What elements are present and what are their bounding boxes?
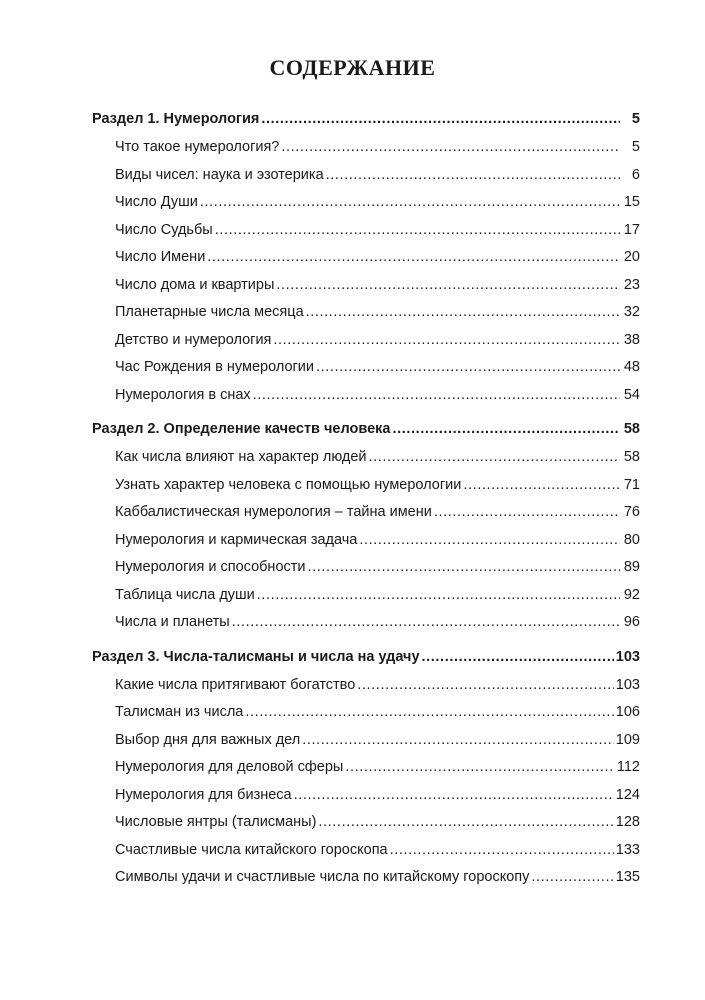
toc-leader-dots [261, 105, 620, 134]
toc-entry[interactable] [92, 782, 640, 810]
toc-section-3 [92, 643, 640, 892]
toc-page-number: 20 [623, 249, 640, 265]
toc-leader-dots [232, 609, 620, 637]
toc-entry[interactable] [92, 244, 640, 272]
toc-entry[interactable] [92, 754, 640, 782]
toc-leader-dots [390, 837, 614, 865]
toc-leader-dots [276, 272, 620, 300]
toc-page-number: 103 [615, 676, 640, 693]
page-title: СОДЕРЖАНИЕ [269, 55, 436, 80]
toc-entry-label: Нумерология и способности [115, 559, 306, 575]
toc-leader-dots [434, 499, 620, 527]
toc-leader-dots [369, 444, 620, 472]
toc-leader-dots [308, 554, 621, 582]
toc-page-number: 48 [623, 359, 640, 375]
toc-page-number: 96 [623, 614, 640, 630]
toc-entry[interactable] [92, 672, 640, 700]
toc-page-number: 124 [615, 786, 640, 803]
toc-page-number: 5 [631, 139, 640, 155]
toc-page-number: 133 [615, 841, 640, 858]
toc-entry[interactable] [92, 299, 640, 327]
toc-entry-label: Число Имени [115, 249, 206, 265]
toc-page-number: 103 [615, 648, 640, 665]
toc-leader-dots [253, 382, 620, 410]
toc-leader-dots [281, 134, 620, 162]
toc-leader-dots [345, 754, 615, 782]
toc-entry[interactable] [92, 217, 640, 245]
toc-entry[interactable] [92, 554, 640, 582]
toc-leader-dots [245, 699, 613, 727]
toc-page-number: 32 [623, 304, 640, 320]
toc-section-1 [92, 105, 640, 409]
toc-page-number: 112 [616, 759, 640, 775]
toc-page-number: 92 [623, 586, 640, 603]
toc-entry[interactable] [92, 382, 640, 410]
toc-section-heading[interactable] [92, 643, 640, 672]
toc-entry[interactable] [92, 864, 640, 892]
toc-leader-dots [200, 189, 620, 217]
toc-entry[interactable] [92, 582, 640, 610]
toc-entry-label: Детство и нумерология [115, 331, 272, 348]
toc-page-number: 23 [623, 276, 640, 293]
toc-leader-dots [531, 864, 613, 892]
toc-entry[interactable] [92, 609, 640, 637]
toc-entry-label: Число дома и квартиры [115, 276, 275, 293]
toc-entry[interactable] [92, 699, 640, 727]
toc-page-number: 58 [623, 449, 640, 465]
toc-entry[interactable] [92, 809, 640, 837]
table-of-contents [92, 105, 640, 898]
toc-entry-label: Таблица числа души [115, 586, 255, 603]
toc-leader-dots [215, 217, 620, 245]
toc-entry-label: Узнать характер человека с помощью нумерологии [115, 476, 462, 493]
toc-entry[interactable] [92, 499, 640, 527]
toc-leader-dots [316, 354, 620, 382]
toc-leader-dots [357, 672, 614, 700]
toc-entry-label: Нумерология для бизнеса [115, 786, 292, 803]
toc-leader-dots [318, 809, 613, 837]
toc-entry[interactable] [92, 272, 640, 300]
toc-entry[interactable] [92, 134, 640, 162]
toc-entry-label: Счастливые числа китайского гороскопа [115, 841, 388, 858]
toc-page-number: 15 [623, 194, 640, 210]
toc-heading-label: Раздел 1. Нумерология [92, 111, 260, 127]
toc-section-2 [92, 415, 640, 637]
toc-page-number: 135 [615, 869, 640, 885]
toc-entry-label: Как числа влияют на характер людей [115, 449, 367, 465]
toc-entry-label: Число Души [115, 194, 198, 210]
toc-page-number: 71 [623, 476, 640, 493]
toc-entry-label: Час Рождения в нумерологии [115, 359, 314, 375]
toc-entry-label: Виды чисел: наука и эзотерика [115, 166, 324, 183]
toc-page-number: 6 [631, 166, 640, 183]
toc-leader-dots [302, 727, 614, 755]
toc-section-heading[interactable] [92, 415, 640, 444]
toc-entry-label: Талисман из числа [115, 704, 244, 720]
toc-page-number: 17 [623, 221, 640, 238]
toc-leader-dots [326, 162, 620, 190]
toc-page-number: 54 [623, 386, 640, 403]
toc-entry[interactable] [92, 354, 640, 382]
toc-entry[interactable] [92, 444, 640, 472]
toc-entry[interactable] [92, 327, 640, 355]
toc-page-number: 109 [615, 731, 640, 748]
toc-entry[interactable] [92, 162, 640, 190]
toc-entry[interactable] [92, 472, 640, 500]
toc-entry-label: Нумерология в снах [115, 386, 251, 403]
toc-page-number: 38 [623, 331, 640, 348]
toc-entry-label: Нумерология для деловой сферы [115, 759, 344, 775]
toc-page-number: 128 [615, 814, 640, 830]
toc-page-number: 76 [623, 504, 640, 520]
toc-entry-label: Каббалистическая нумерология – тайна имени [115, 504, 432, 520]
toc-entry-label: Числа и планеты [115, 614, 230, 630]
toc-entry[interactable] [92, 837, 640, 865]
toc-section-heading[interactable] [92, 105, 640, 134]
toc-entry-label: Число Судьбы [115, 221, 213, 238]
toc-leader-dots [294, 782, 614, 810]
toc-leader-dots [273, 327, 620, 355]
toc-entry-label: Что такое нумерология? [115, 139, 280, 155]
toc-page-number: 89 [623, 559, 640, 575]
toc-leader-dots [392, 415, 620, 444]
toc-entry[interactable] [92, 527, 640, 555]
toc-entry[interactable] [92, 727, 640, 755]
toc-entry-label: Нумерология и кармическая задача [115, 531, 358, 548]
toc-leader-dots [463, 472, 620, 500]
toc-leader-dots [207, 244, 620, 272]
toc-page-number: 58 [623, 421, 640, 437]
toc-leader-dots [422, 643, 614, 672]
toc-page-number: 106 [615, 704, 640, 720]
toc-leader-dots [306, 299, 620, 327]
toc-leader-dots [359, 527, 620, 555]
toc-entry[interactable] [92, 189, 640, 217]
toc-heading-label: Раздел 3. Числа-талисманы и числа на удачу [92, 648, 420, 665]
toc-entry-label: Числовые янтры (талисманы) [115, 814, 317, 830]
toc-heading-label: Раздел 2. Определение качеств человека [92, 421, 391, 437]
toc-page-number: 5 [631, 111, 640, 127]
toc-entry-label: Символы удачи и счастливые числа по китайскому гороскопу [115, 869, 530, 885]
toc-entry-label: Выбор дня для важных дел [115, 731, 301, 748]
toc-entry-label: Планетарные числа месяца [115, 304, 304, 320]
toc-leader-dots [257, 582, 620, 610]
toc-page-number: 80 [623, 531, 640, 548]
toc-entry-label: Какие числа притягивают богатство [115, 676, 356, 693]
